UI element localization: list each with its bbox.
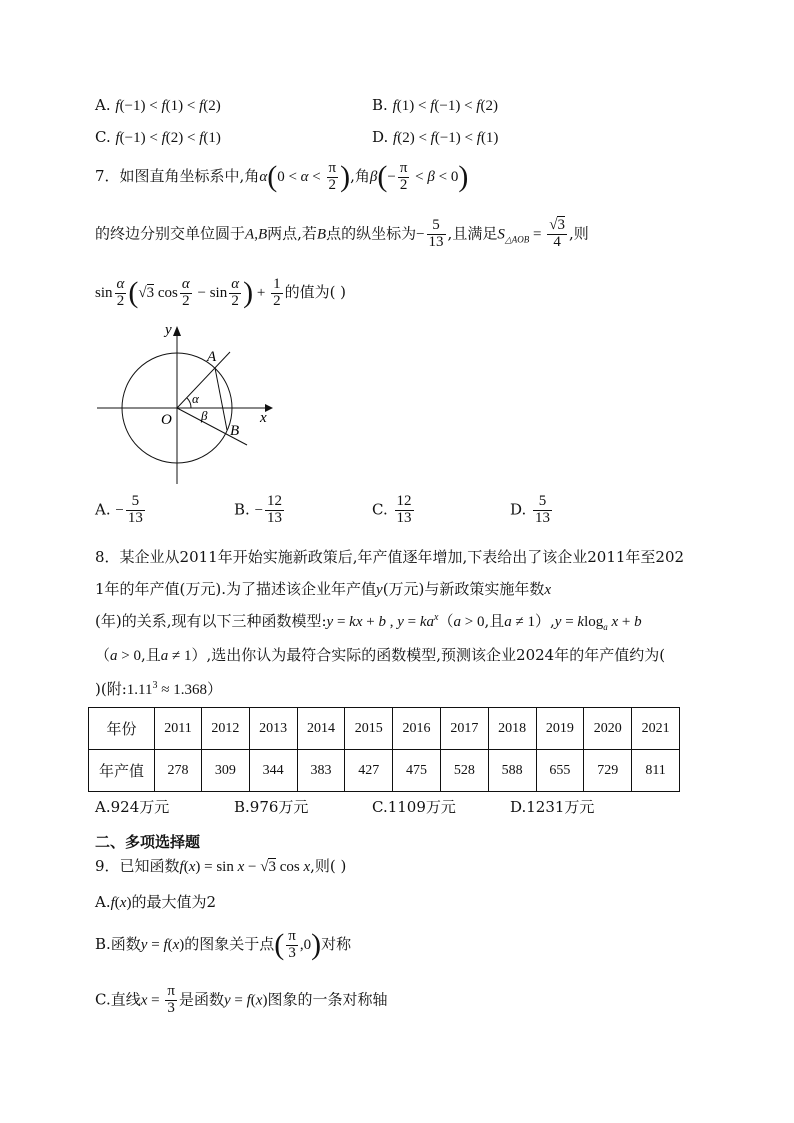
- q8-option-d: D.1231万元: [510, 798, 595, 816]
- table-cell: 2015: [345, 708, 393, 750]
- ray-oa: [177, 352, 230, 408]
- table-cell: 309: [201, 750, 249, 792]
- table-cell: 2017: [440, 708, 488, 750]
- table-head-year: 年份: [89, 708, 155, 750]
- q8-option-a: A.924万元: [95, 798, 170, 816]
- table-cell: 811: [632, 750, 680, 792]
- y-label: y: [165, 322, 172, 338]
- table-cell: 475: [393, 750, 441, 792]
- q8-line2: 1年的年产值(万元).为了描述该企业年产值y(万元)与新政策实施年数x: [95, 580, 552, 598]
- table-cell: 2019: [536, 708, 584, 750]
- point-b-label: B: [230, 423, 240, 439]
- table-cell: 2014: [297, 708, 345, 750]
- q9-stem: 9．已知函数f(x) = sin x − √3 cos x,则( ): [95, 857, 347, 875]
- q8-line5: )(附$:1.11^3 \approx 1.368$）: [95, 680, 222, 698]
- q9-option-b: B.函数y = f(x)的图象关于点( $\frac{\pi}{3}$ ,0)对称: [95, 927, 352, 961]
- beta-label: β: [201, 408, 208, 423]
- chord-ab: [215, 368, 227, 430]
- q7-line1: 7．如图直角坐标系中,角α(0 < α < $\frac{\pi}{2}$ ),角β(− $\frac{\pi}{2}$ < β < 0): [95, 159, 469, 193]
- q8-option-c: C.1109万元: [372, 798, 456, 816]
- point-a-label: A: [207, 349, 217, 365]
- q6-option-a: A. f(−1) < f(1) < f(2): [95, 96, 221, 114]
- table-cell: 2013: [249, 708, 297, 750]
- table-cell: 528: [440, 750, 488, 792]
- q6-option-b: B. f(1) < f(−1) < f(2): [372, 96, 498, 114]
- q7-option-d: D. $\frac{5}{13}$: [510, 493, 551, 526]
- q6-option-c: C. f(−1) < f(2) < f(1): [95, 128, 221, 146]
- q9-option-a: A.f(x)的最大值为2: [95, 893, 216, 911]
- unit-circle-figure: [95, 318, 275, 488]
- q7-option-b: B. − $\frac{12}{13}$: [234, 493, 283, 526]
- x-label: x: [260, 410, 267, 426]
- table-cell: 344: [249, 750, 297, 792]
- table-cell: 383: [297, 750, 345, 792]
- table-cell: 729: [584, 750, 632, 792]
- q8-line4: （a > 0,且a ≠ 1）,选出你认为最符合实际的函数模型,预测该企业2024年的年产值约为(: [95, 646, 666, 664]
- alpha-arc: [187, 398, 191, 408]
- table-cell: 2020: [584, 708, 632, 750]
- table-row-years: [89, 708, 680, 750]
- q7-option-c: C. $\frac{12}{13}$: [372, 493, 412, 526]
- table-cell: 278: [155, 750, 202, 792]
- table-cell: 2016: [393, 708, 441, 750]
- q9-option-c: C.直线x = $\frac{\pi}{3}$ 是函数y = f(x)图象的一条对称轴: [95, 983, 388, 1016]
- q8-line3: (年)的关系,现有以下三种函数模型:y = kx + b , $y = ka^x(a > 0$,且a ≠ 1）,y = klog$_a$ x + b: [95, 612, 642, 632]
- table-cell: 655: [536, 750, 584, 792]
- q8-line1: 8．某企业从2011年开始实施新政策后,年产值逐年增加,下表给出了该企业2011年至202: [95, 548, 685, 566]
- q8-option-b: B.976万元: [234, 798, 309, 816]
- q7-line3: sin $\frac{\alpha}{2}$ (√3 cos $\frac{\alpha}{2}$ − sin $\frac{\alpha}{2}$ ) + $\frac{1}{2}$ 的值为( ): [95, 275, 347, 309]
- table-cell: 588: [488, 750, 536, 792]
- table-cell: 2012: [201, 708, 249, 750]
- q7-line2: 的终边分别交单位圆于A,B两点,若B点的纵坐标为− $\frac{5}{13}$ ,且满足$S_{\triangle AOB}$ = $\frac{√3}{4}$ ,则: [95, 217, 589, 250]
- q7-option-a: A. − $\frac{5}{13}$: [95, 493, 143, 526]
- table-cell: 2018: [488, 708, 536, 750]
- alpha-label: α: [192, 391, 199, 406]
- y-axis-arrow: [173, 326, 181, 336]
- section-heading: 二、多项选择题: [95, 833, 201, 851]
- table-cell: 427: [345, 750, 393, 792]
- table-head-value: 年产值: [89, 750, 155, 792]
- q6-option-d: D. f(2) < f(−1) < f(1): [372, 128, 499, 146]
- q8-data-table: [88, 707, 680, 792]
- table-cell: 2021: [632, 708, 680, 750]
- origin-label: O: [161, 412, 172, 428]
- table-row-values: [89, 750, 680, 792]
- table-cell: 2011: [155, 708, 202, 750]
